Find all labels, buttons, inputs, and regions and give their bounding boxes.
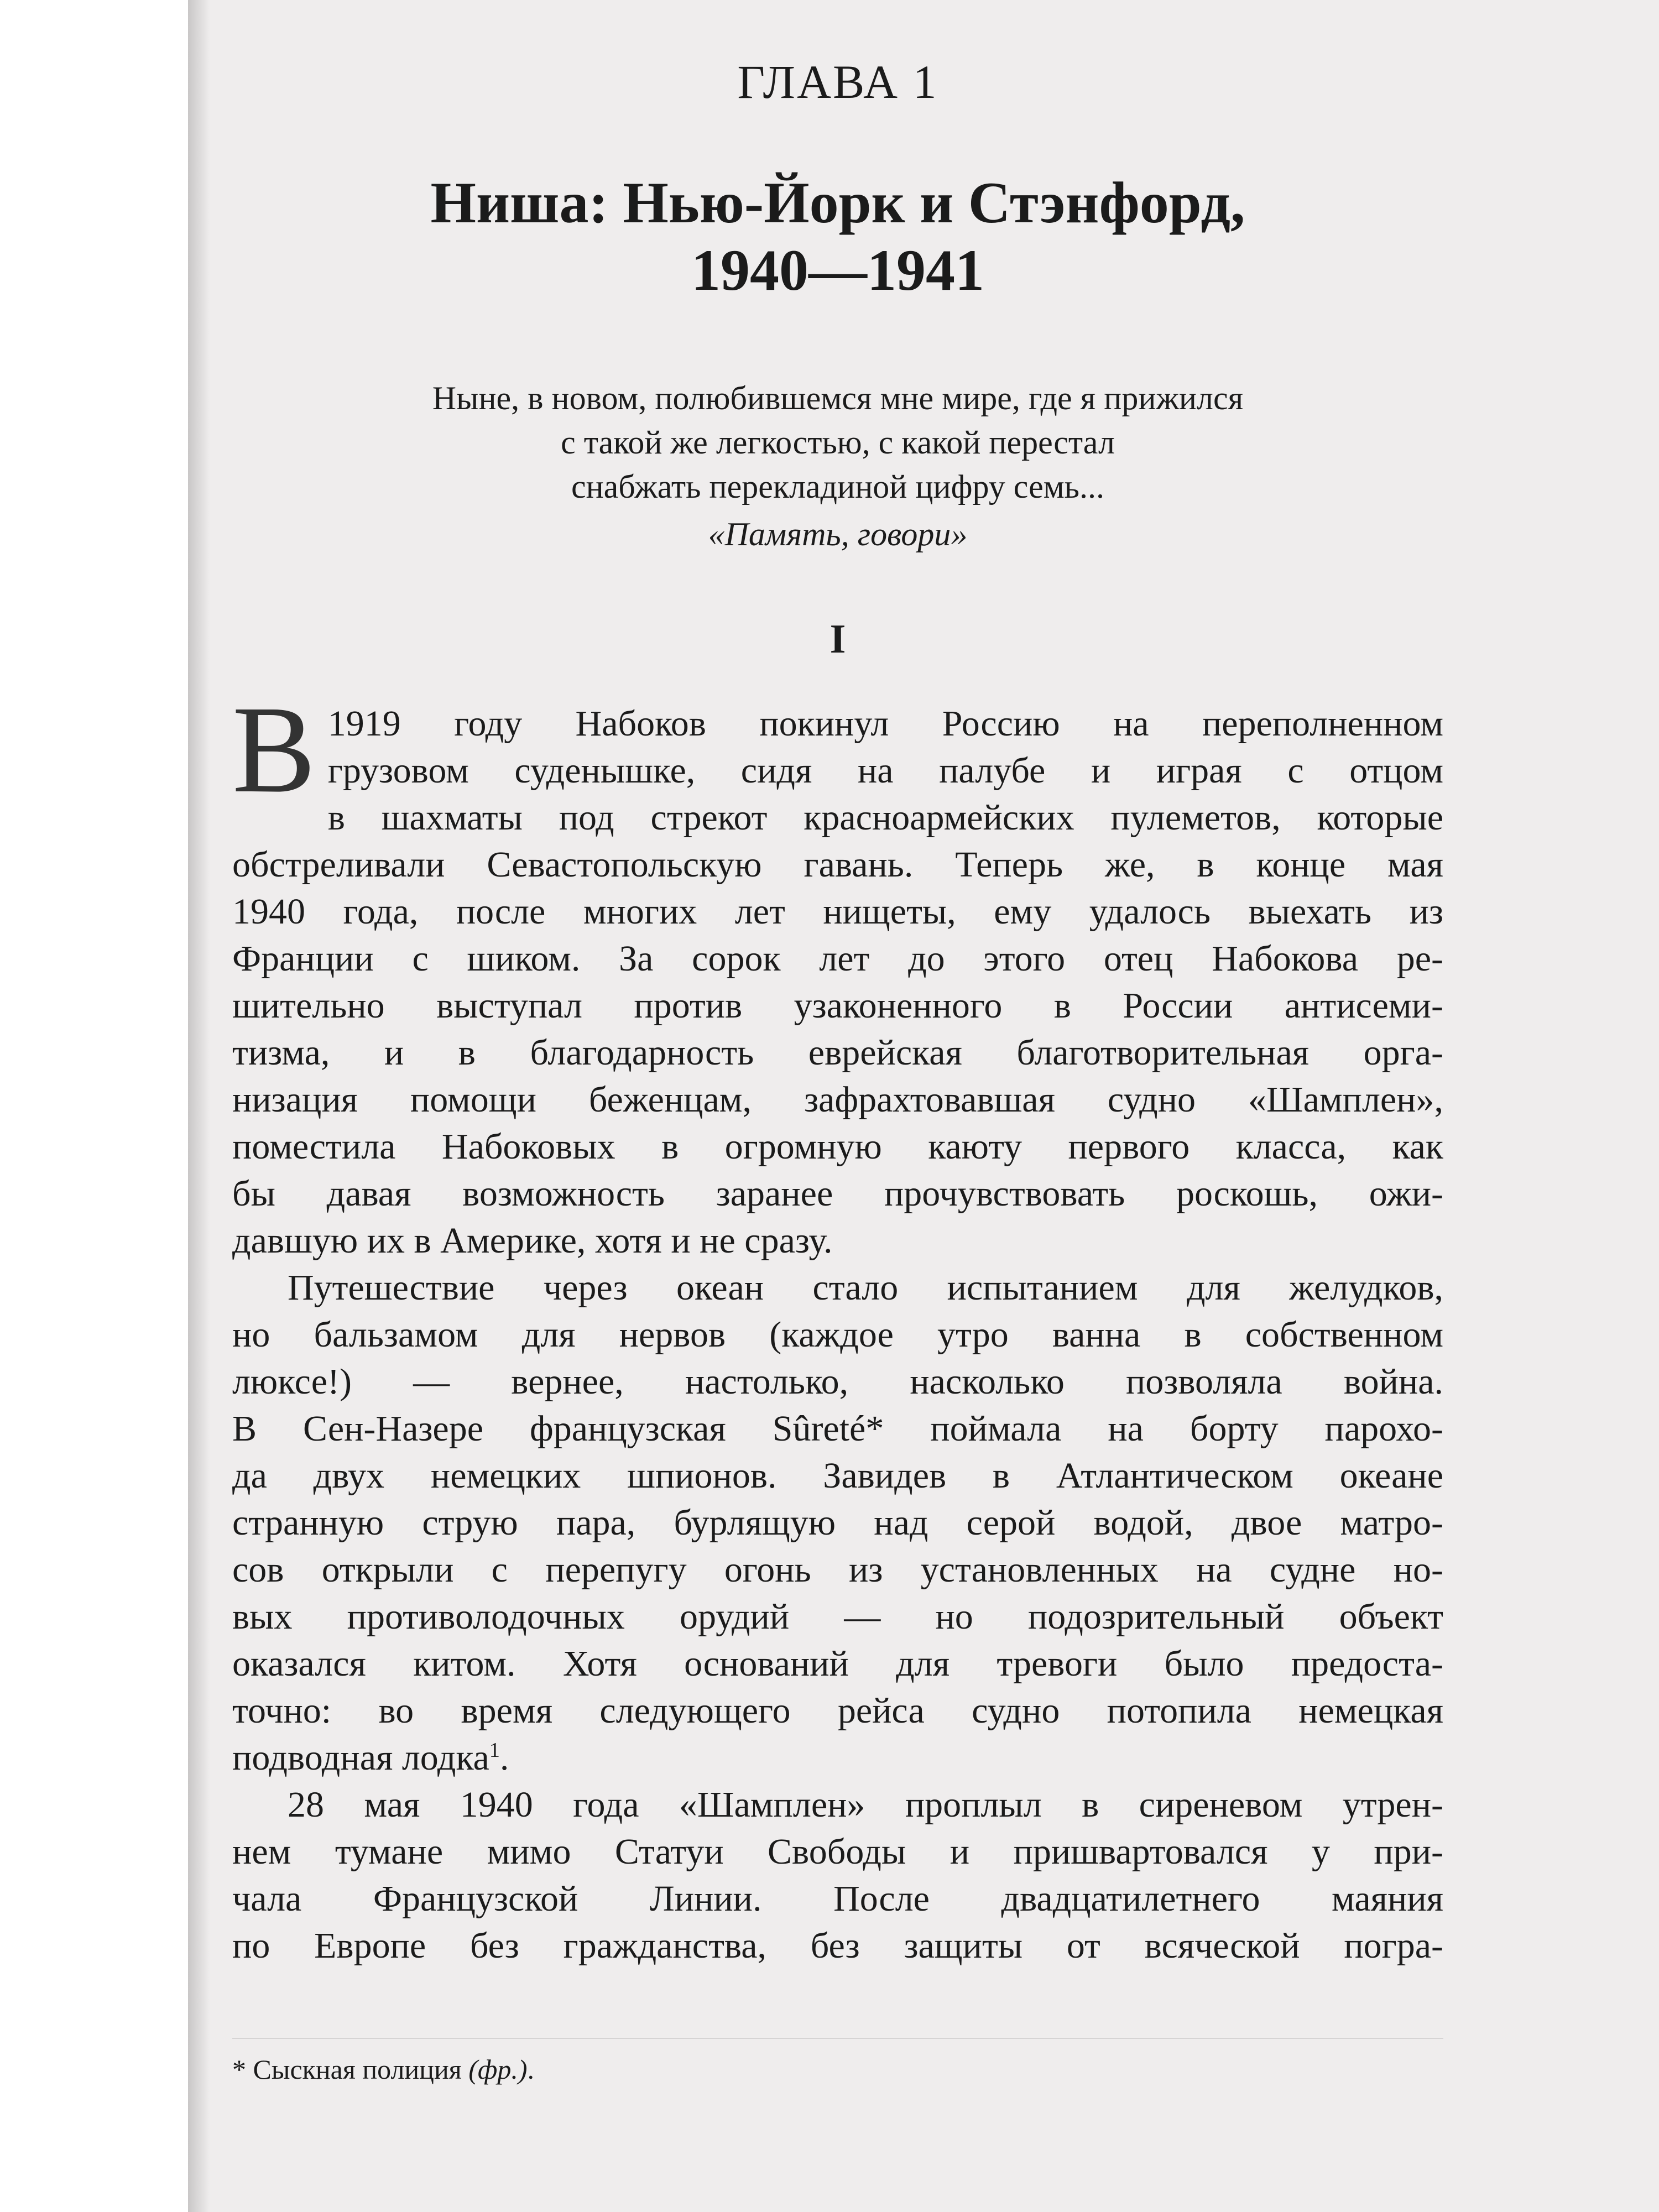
text-column <box>232 55 1443 1969</box>
footnote-end: . <box>527 2054 535 2085</box>
text-line: но бальзамом для нервов (каждое утро ванна в собственном <box>232 1314 1443 1355</box>
chapter-title-line-1: Ниша: Нью-Йорк и Стэнфорд, <box>430 170 1245 235</box>
text-line: да двух немецких шпионов. Завидев в Атлантическом океане <box>232 1455 1443 1496</box>
text-line: обстреливали Севастопольскую гавань. Теперь же, в конце мая <box>232 844 1443 885</box>
footnote-lang: (фр.) <box>468 2054 528 2085</box>
text-line: Путешествие через океан стало испытанием для желудков, <box>288 1267 1443 1308</box>
text-line <box>232 1734 1443 1781</box>
chapter-title-line-2: 1940—1941 <box>691 238 984 302</box>
chapter-label: ГЛАВА 1 <box>737 55 938 108</box>
text-line: 1919 году Набоков покинул Россию на переполненном <box>327 703 1443 744</box>
footnote-divider <box>232 2038 1443 2039</box>
body-text <box>232 680 1443 1969</box>
paragraph <box>232 1264 1443 1781</box>
epigraph-line: снабжать перекладиной цифру семь... <box>571 468 1105 505</box>
section-number: I <box>830 617 846 662</box>
text-line: странную струю пара, бурлящую над серой водой, двое матро- <box>232 1503 1443 1543</box>
text-line: В Сен-Назере французская Sûreté* поймала на борту парохо- <box>232 1408 1443 1449</box>
paragraph <box>232 680 1443 1264</box>
text-line: сов открыли с перепугу огонь из установленных на судне но- <box>232 1550 1443 1590</box>
epigraph-line: Ныне, в новом, полюбившемся мне мире, где я прижился <box>432 380 1244 416</box>
text-line: люксе!) — вернее, настолько, насколько позволяла война. <box>232 1361 1443 1402</box>
chapter-title <box>232 169 1443 304</box>
punctuation: . <box>499 1738 509 1778</box>
page-gutter <box>188 0 210 2212</box>
footnote-marker: * <box>232 2054 246 2085</box>
epigraph-line: с такой же легкостью, с какой перестал <box>561 424 1115 461</box>
text-line: бы давая возможность заранее прочувствовать роскошь, ожи- <box>232 1173 1443 1214</box>
text-line: 1940 года, после многих лет нищеты, ему удалось выехать из <box>232 891 1443 932</box>
text-line: шительно выступал против узаконенного в России антисеми- <box>232 985 1443 1026</box>
footnote <box>232 2053 534 2086</box>
epigraph-source: «Память, говори» <box>708 516 968 552</box>
text-line: оказался китом. Хотя оснований для тревоги было предоста- <box>232 1644 1443 1684</box>
text-line: поместила Набоковых в огромную каюту первого класса, как <box>232 1126 1443 1167</box>
text-line: грузовом суденышке, сидя на палубе и играя с отцом <box>327 750 1443 791</box>
text-line: нем тумане мимо Статуи Свободы и пришвартовался у при- <box>232 1832 1443 1872</box>
text-line: низация помощи беженцам, зафрахтовавшая судно «Шамплен», <box>232 1079 1443 1120</box>
text-fragment: подводная лодка <box>232 1738 489 1778</box>
text-line: тизма, и в благодарность еврейская благотворительная орга- <box>232 1032 1443 1073</box>
footnote-text: Сыскная полиция <box>253 2054 462 2085</box>
text-line: в шахматы под стрекот красноармейских пулеметов, которые <box>327 797 1443 838</box>
text-line: чала Французской Линии. После двадцатилетнего маяния <box>232 1879 1443 1919</box>
text-line: по Европе без гражданства, без защиты от всяческой погра- <box>232 1926 1443 1966</box>
epigraph <box>232 376 1443 556</box>
text-line: точно: во время следующего рейса судно потопила немецкая <box>232 1691 1443 1731</box>
drop-cap: В <box>232 680 316 818</box>
footnote-ref: 1 <box>489 1739 500 1762</box>
text-line: 28 мая 1940 года «Шамплен» проплыл в сиреневом утрен- <box>288 1785 1443 1825</box>
paragraph <box>232 1781 1443 1969</box>
text-line: Франции с шиком. За сорок лет до этого отец Набокова ре- <box>232 938 1443 979</box>
text-line: давшую их в Америке, хотя и не сразу. <box>232 1220 833 1261</box>
text-line: вых противолодочных орудий — но подозрительный объект <box>232 1597 1443 1637</box>
